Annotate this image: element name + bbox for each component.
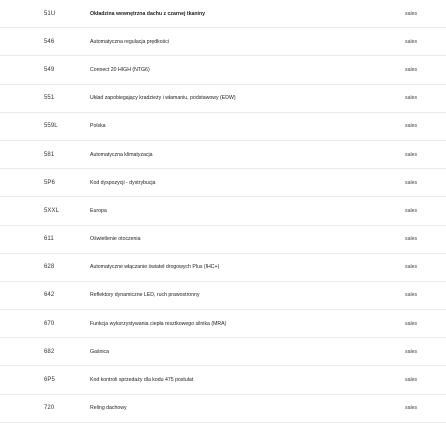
table-row — [0, 56, 446, 84]
table-row — [0, 113, 446, 141]
table-row — [0, 197, 446, 225]
table-row — [0, 338, 446, 366]
option-source-tag: sales — [405, 236, 418, 243]
option-code: 51U — [44, 10, 56, 17]
option-code: 559L — [44, 123, 58, 130]
table-row — [0, 395, 446, 423]
option-code: 6P5 — [44, 377, 55, 384]
option-description: Gaśnica — [90, 348, 110, 355]
option-description: Connect 20 HIGH (NTG6) — [90, 66, 150, 73]
option-source-tag: sales — [405, 179, 418, 186]
option-source-tag: sales — [405, 377, 418, 384]
option-source-tag: sales — [405, 38, 418, 45]
option-description: Kod kontroli sprzedaży dla kodu 475 postulat — [90, 377, 194, 384]
table-row — [0, 0, 446, 28]
option-code: 546 — [44, 38, 55, 45]
option-source-tag: sales — [405, 151, 418, 158]
option-source-tag: sales — [405, 95, 418, 102]
option-source-tag: sales — [405, 264, 418, 271]
option-code: 628 — [44, 264, 55, 271]
option-description: Okładzina wewnętrzna dachu z czarnej tkaniny — [90, 10, 206, 17]
option-code: 670 — [44, 320, 55, 327]
option-source-tag: sales — [405, 207, 418, 214]
option-code: 611 — [44, 236, 54, 243]
option-source-tag: sales — [405, 10, 418, 17]
option-description: Reling dachowy — [90, 405, 127, 412]
table-row — [0, 28, 446, 56]
option-code: 5XXL — [44, 207, 60, 214]
option-source-tag: sales — [405, 405, 418, 412]
option-description: Automatyczna regulacja prędkości — [90, 38, 170, 45]
option-code: 720 — [44, 405, 55, 412]
option-source-tag: sales — [405, 348, 418, 355]
option-description: Funkcja wykorzystywania ciepła resztkowego silnika (MRA) — [90, 320, 227, 327]
option-description: Automatyczna klimatyzacja — [90, 151, 153, 158]
option-description: Europa — [90, 207, 107, 214]
table-row — [0, 366, 446, 394]
table-row — [0, 226, 446, 254]
option-code: 551 — [44, 95, 55, 102]
option-source-tag: sales — [405, 66, 418, 73]
option-code: 581 — [44, 151, 55, 158]
option-description: Automatyczne włączanie świateł drogowych Plus (IHC+) — [90, 264, 220, 271]
option-source-tag: sales — [405, 320, 418, 327]
option-code: 5P6 — [44, 179, 55, 186]
table-row — [0, 85, 446, 113]
table-row — [0, 169, 446, 197]
option-description: Polska — [90, 123, 106, 130]
table-row — [0, 310, 446, 338]
option-source-tag: sales — [405, 123, 418, 130]
option-description: Kod dyspozycji - dystrybucja — [90, 179, 156, 186]
option-code: 549 — [44, 66, 55, 73]
table-row — [0, 141, 446, 169]
option-code: 642 — [44, 292, 55, 299]
option-description: Układ zapobiegający kradzieży i włamaniu, podstawowy (EDW) — [90, 95, 236, 102]
table-row — [0, 254, 446, 282]
option-source-tag: sales — [405, 292, 418, 299]
table-row — [0, 282, 446, 310]
option-code: 682 — [44, 348, 55, 355]
option-description: Reflektory dynamiczne LED, ruch prawostronny — [90, 292, 200, 299]
option-description: Oświetlenie otoczenia — [90, 236, 141, 243]
